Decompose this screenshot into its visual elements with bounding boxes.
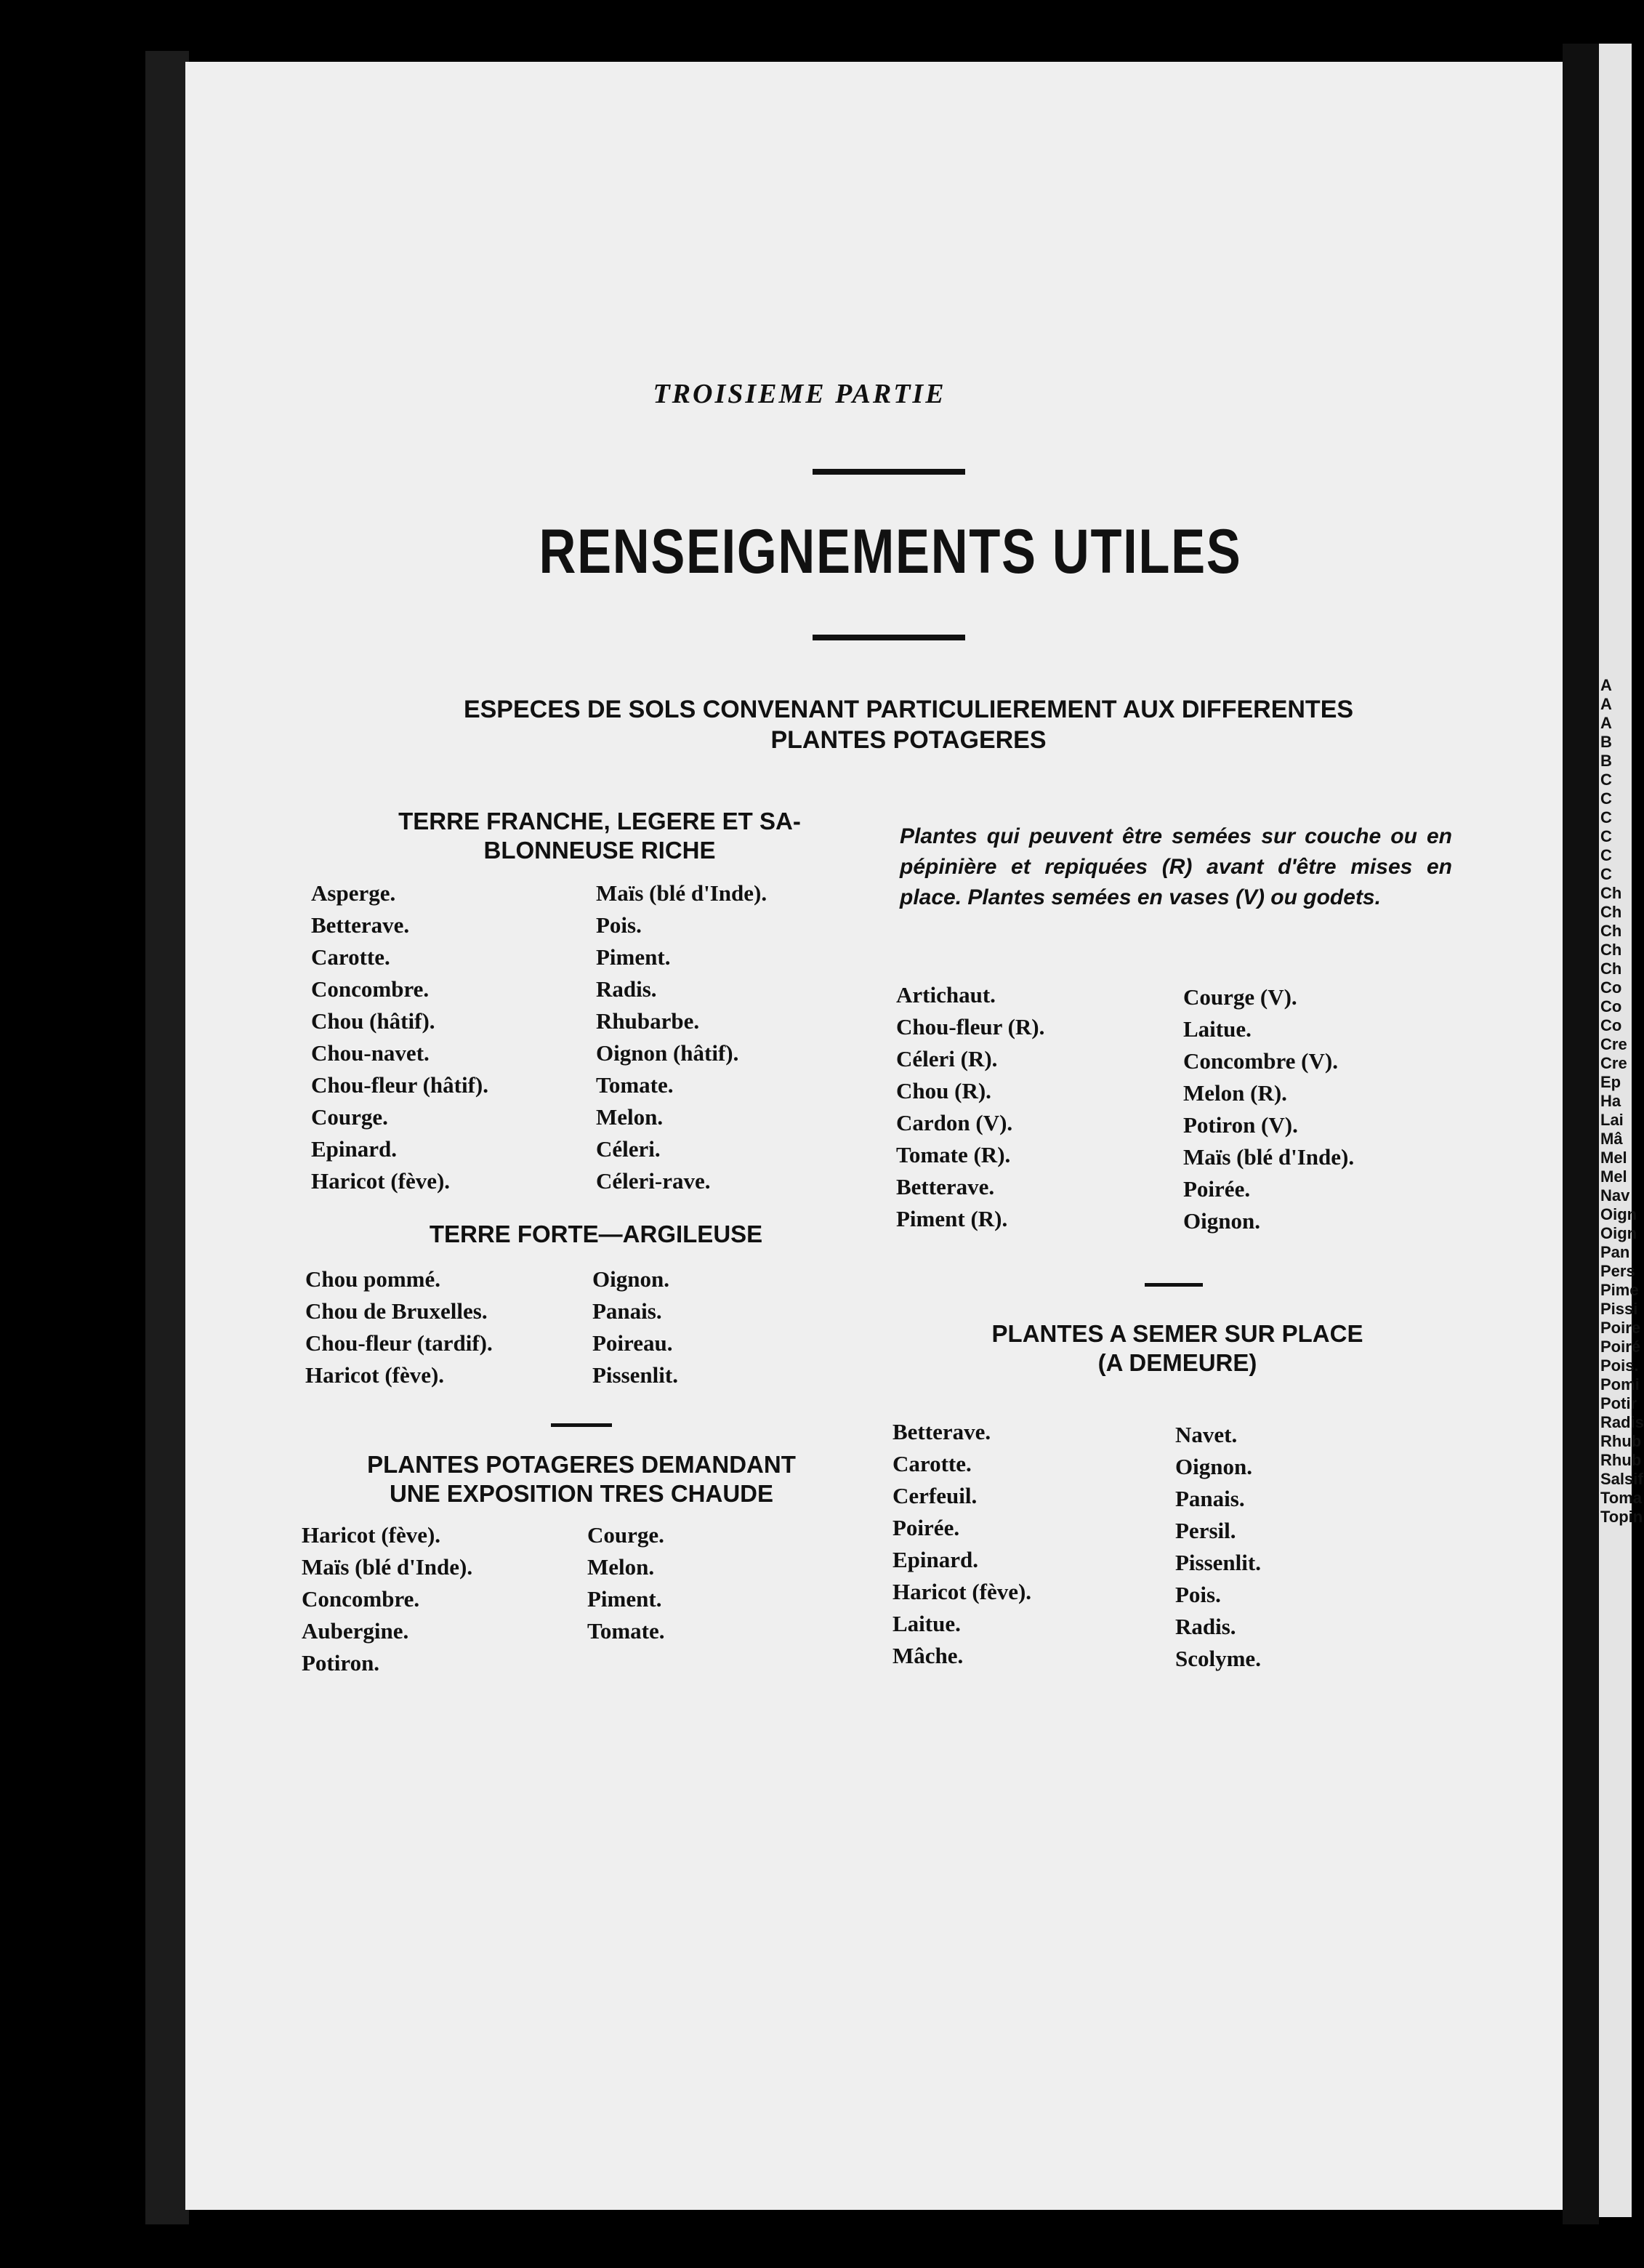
plant-item: Betterave. — [892, 1419, 991, 1444]
plant-item: Melon. — [596, 1104, 664, 1130]
plant-item: Pois. — [596, 912, 642, 938]
exposition-title: PLANTES POTAGERES DEMANDANT UNE EXPOSITION TRES CHAUDE — [367, 1451, 796, 1507]
facing-page-fragment: C — [1600, 865, 1612, 883]
plant-item: Carotte. — [311, 944, 390, 970]
plant-item: Haricot (fève). — [892, 1579, 1032, 1604]
plant-item: Céleri. — [596, 1136, 661, 1162]
facing-page-fragment: Mel — [1600, 1149, 1627, 1167]
plant-item: Courge. — [587, 1522, 664, 1548]
plant-item: Concombre (V). — [1183, 1048, 1338, 1074]
plant-item: Navet. — [1175, 1422, 1238, 1447]
facing-page-fragment: B — [1600, 752, 1612, 770]
facing-page-fragment: Poire — [1600, 1319, 1641, 1337]
plant-item: Oignon. — [592, 1266, 669, 1292]
facing-page-fragment: C — [1600, 771, 1612, 789]
divider-rule — [813, 635, 965, 640]
plant-item: Tomate. — [596, 1072, 674, 1098]
facing-page-fragment: C — [1600, 808, 1612, 827]
exposition-col2 — [587, 1519, 665, 1647]
facing-page-fragment: Co — [1600, 997, 1622, 1016]
facing-page-fragment: Ch — [1600, 922, 1622, 940]
short-rule — [1145, 1283, 1203, 1287]
facing-page-fragment: Co — [1600, 978, 1622, 997]
facing-page-fragment: Topin — [1600, 1508, 1643, 1526]
plant-item: Artichaut. — [896, 982, 996, 1008]
plant-item: Chou (R). — [896, 1078, 991, 1103]
plant-item: Courge (V). — [1183, 984, 1297, 1010]
plant-item: Epinard. — [311, 1136, 398, 1162]
terre-franche-col1 — [311, 877, 488, 1197]
facing-page-fragment: Potir — [1600, 1394, 1637, 1412]
couche-col2 — [1183, 981, 1354, 1237]
plant-item: Laitue. — [892, 1611, 961, 1636]
plant-item: Chou de Bruxelles. — [305, 1298, 488, 1324]
facing-page-fragment: Toma — [1600, 1489, 1643, 1507]
plant-item: Cardon (V). — [896, 1110, 1013, 1135]
facing-page-fragment: Ha — [1600, 1092, 1621, 1110]
plant-item: Pois. — [1175, 1582, 1221, 1607]
facing-page-fragment: C — [1600, 846, 1612, 864]
plant-item: Aubergine. — [302, 1618, 409, 1644]
page-edge — [1563, 44, 1599, 2224]
book-gutter — [145, 51, 189, 2224]
plant-item: Oignon (hâtif). — [596, 1040, 739, 1066]
plant-item: Panais. — [1175, 1486, 1245, 1511]
plant-item: Maïs (blé d'Inde). — [596, 880, 767, 906]
terre-forte-col2 — [592, 1263, 678, 1391]
plant-item: Chou-fleur (tardif). — [305, 1330, 493, 1356]
plant-item: Chou-navet. — [311, 1040, 430, 1066]
plant-item: Chou-fleur (hâtif). — [311, 1072, 488, 1098]
facing-page-fragment: Rhub — [1600, 1432, 1642, 1450]
facing-page-fragment: Pers — [1600, 1262, 1635, 1280]
plant-item: Chou (hâtif). — [311, 1008, 435, 1034]
facing-page-fragment: A — [1600, 714, 1612, 732]
terre-franche-title: TERRE FRANCHE, LEGERE ET SA- BLONNEUSE RICHE — [398, 808, 801, 864]
plant-item: Chou pommé. — [305, 1266, 441, 1292]
facing-page-fragment: Radis — [1600, 1413, 1644, 1431]
facing-page-fragment: Lai — [1600, 1111, 1624, 1129]
plant-item: Tomate. — [587, 1618, 665, 1644]
plant-item: Poirée. — [892, 1515, 960, 1540]
plant-item: Mâche. — [892, 1643, 964, 1668]
plant-item: Courge. — [311, 1104, 388, 1130]
plant-item: Scolyme. — [1175, 1646, 1261, 1671]
facing-page-fragment: Poiré — [1600, 1338, 1641, 1356]
plant-item: Rhubarbe. — [596, 1008, 700, 1034]
facing-page-fragment: Nav — [1600, 1186, 1630, 1205]
short-rule — [551, 1423, 612, 1427]
plant-item: Radis. — [596, 976, 657, 1002]
facing-page-fragment: Mâ — [1600, 1130, 1623, 1148]
terre-forte-col1 — [305, 1263, 493, 1391]
plant-item: Cerfeuil. — [892, 1483, 978, 1508]
facing-page-fragment: Pan — [1600, 1243, 1630, 1261]
plant-item: Poirée. — [1183, 1176, 1251, 1202]
main-title: RENSEIGNEMENTS UTILES — [539, 517, 1242, 587]
facing-page-fragment: Pissi — [1600, 1300, 1638, 1318]
plant-item: Persil. — [1175, 1518, 1236, 1543]
facing-page-fragment: A — [1600, 695, 1612, 713]
plant-item: Radis. — [1175, 1614, 1236, 1639]
facing-page-fragment: Co — [1600, 1016, 1622, 1034]
plant-item: Maïs (blé d'Inde). — [302, 1554, 473, 1580]
exposition-col1 — [302, 1519, 472, 1679]
plant-item: Laitue. — [1183, 1016, 1252, 1042]
plant-item: Chou-fleur (R). — [896, 1014, 1045, 1040]
plant-item: Concombre. — [302, 1586, 420, 1612]
plant-item: Piment. — [596, 944, 671, 970]
plant-item: Haricot (fève). — [311, 1168, 451, 1194]
facing-page-fragment: Oign — [1600, 1224, 1637, 1242]
facing-page-fragment: Ch — [1600, 884, 1622, 902]
facing-page-fragment: Ep — [1600, 1073, 1621, 1091]
plant-item: Potiron (V). — [1183, 1112, 1298, 1138]
part-title: TROISIEME PARTIE — [653, 379, 946, 409]
sur-place-col2 — [1175, 1419, 1261, 1675]
facing-page-fragment: A — [1600, 676, 1612, 694]
plant-item: Haricot (fève). — [305, 1362, 445, 1388]
facing-page-fragment: Ch — [1600, 903, 1622, 921]
plant-item: Piment (R). — [896, 1206, 1008, 1231]
facing-page-fragment: Salsif — [1600, 1470, 1643, 1488]
facing-page-fragment: Pomi — [1600, 1375, 1640, 1394]
terre-franche-col2 — [596, 877, 767, 1197]
plant-item: Maïs (blé d'Inde). — [1183, 1144, 1355, 1170]
divider-rule — [813, 469, 965, 475]
facing-page-fragment: Pime — [1600, 1281, 1639, 1299]
facing-page-fragment: Cre — [1600, 1035, 1627, 1053]
sur-place-title: PLANTES A SEMER SUR PLACE (A DEMEURE) — [991, 1320, 1363, 1376]
terre-forte-title: TERRE FORTE—ARGILEUSE — [429, 1221, 763, 1247]
plant-item: Pissenlit. — [1175, 1550, 1261, 1575]
section-heading: ESPECES DE SOLS CONVENANT PARTICULIEREMENT AUX DIFFERENTES PLANTES POTAGERES — [463, 696, 1354, 754]
facing-page-fragment: C — [1600, 789, 1612, 808]
facing-page-fragment: Pois. — [1600, 1356, 1639, 1375]
plant-item: Melon (R). — [1183, 1080, 1287, 1106]
plant-item: Poireau. — [592, 1330, 673, 1356]
facing-page-fragment: C — [1600, 827, 1612, 845]
plant-item: Potiron. — [302, 1650, 380, 1676]
plant-item: Piment. — [587, 1586, 662, 1612]
plant-item: Betterave. — [311, 912, 410, 938]
plant-item: Betterave. — [896, 1174, 995, 1199]
plant-item: Céleri (R). — [896, 1046, 998, 1071]
plant-item: Oignon. — [1175, 1454, 1252, 1479]
plant-item: Asperge. — [311, 880, 396, 906]
facing-page-fragment: B — [1600, 733, 1612, 751]
plant-item: Epinard. — [892, 1547, 979, 1572]
facing-page-fragment: Oign — [1600, 1205, 1637, 1223]
plant-item: Haricot (fève). — [302, 1522, 441, 1548]
facing-page — [1599, 44, 1644, 2217]
plant-item: Concombre. — [311, 976, 430, 1002]
sur-place-col1 — [892, 1416, 1031, 1672]
facing-page-fragment: Ch — [1600, 941, 1622, 959]
plant-item: Melon. — [587, 1554, 655, 1580]
plant-item: Tomate (R). — [896, 1142, 1011, 1167]
facing-page-fragment: Cre — [1600, 1054, 1627, 1072]
plant-item: Pissenlit. — [592, 1362, 678, 1388]
plant-item: Oignon. — [1183, 1208, 1260, 1234]
couche-col1 — [896, 979, 1044, 1235]
plant-item: Carotte. — [892, 1451, 972, 1476]
plant-item: Céleri-rave. — [596, 1168, 711, 1194]
couche-note: Plantes qui peuvent être semées sur couche ou en pépinière et repiquées (R) avant d'être mises en place. Plantes semées en vases (V) ou godets. — [900, 824, 1452, 909]
plant-item: Panais. — [592, 1298, 662, 1324]
facing-page-fragment: Ch — [1600, 960, 1622, 978]
facing-page-fragment: Rhub — [1600, 1451, 1642, 1469]
facing-page-fragment: Mel — [1600, 1167, 1627, 1186]
